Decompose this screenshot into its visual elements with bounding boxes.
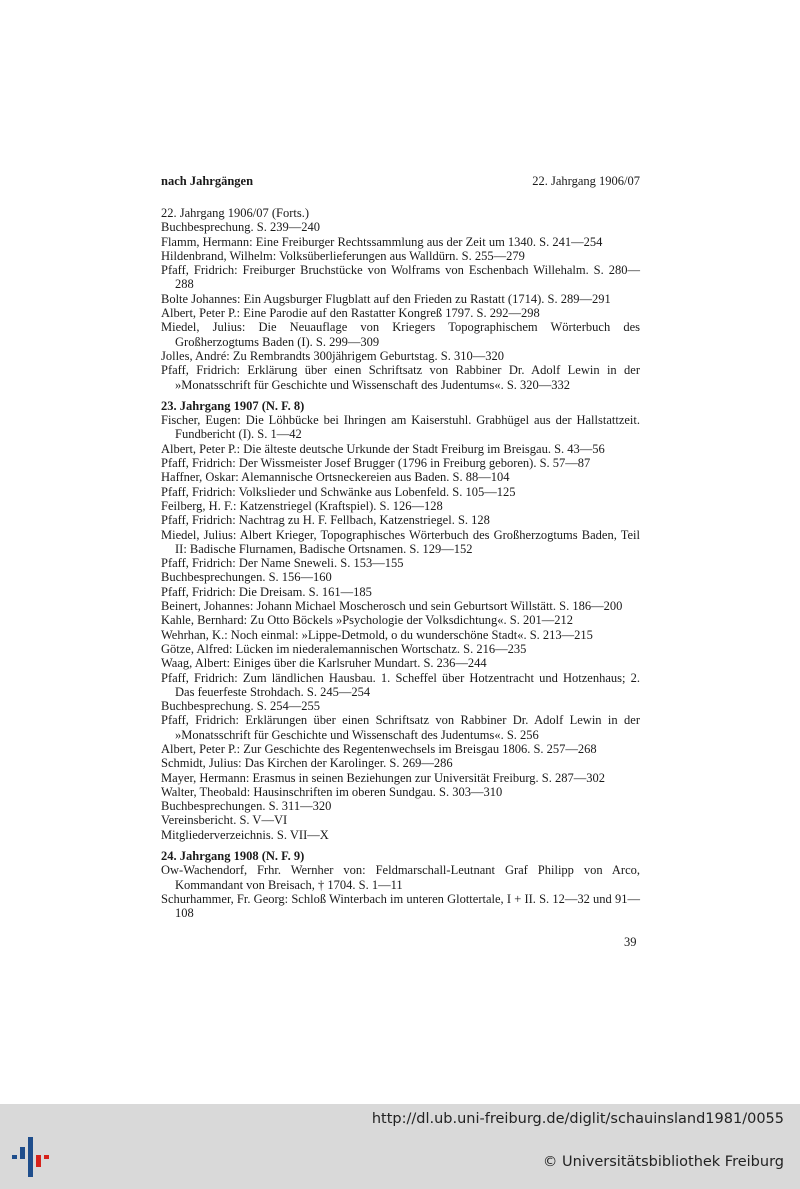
bibliography-entry: Pfaff, Fridrich: Erklärungen über einen Schriftsatz von Rabbiner Dr. Adolf Lewin in der »Monatsschrift für Geschichte und Wissenschaft des Judentums«. S. 256 [161, 713, 640, 742]
bibliography-entry: Wehrhan, K.: Noch einmal: »Lippe-Detmold, o du wunderschöne Stadt«. S. 213—215 [161, 627, 593, 642]
bibliography-entry: Waag, Albert: Einiges über die Karlsruher Mundart. S. 236—244 [161, 656, 487, 671]
bibliography-entry: Walter, Theobald: Hausinschriften im oberen Sundgau. S. 303—310 [161, 784, 503, 799]
bibliography-entry: Hildenbrand, Wilhelm: Volksüberlieferungen aus Walldürn. S. 255—279 [161, 248, 525, 263]
bibliography-entry: Miedel, Julius: Die Neuauflage von Kriegers Topographischem Wörterbuch des Großherzogtums Baden (I). S. 299—309 [161, 320, 640, 349]
bibliography-entry: Pfaff, Fridrich: Der Name Sneweli. S. 153—155 [161, 556, 404, 571]
ub-freiburg-logo-icon [12, 1137, 52, 1177]
volume-heading: 23. Jahrgang 1907 (N. F. 8) [161, 398, 305, 413]
bibliography-entry: Mitgliederverzeichnis. S. VII—X [161, 827, 329, 842]
page-number: 39 [624, 935, 637, 949]
bibliography-entry: 22. Jahrgang 1906/07 (Forts.) [161, 206, 310, 220]
bibliography-entry: Buchbesprechungen. S. 311—320 [161, 799, 332, 814]
bibliography-entry: Bolte Johannes: Ein Augsburger Flugblatt auf den Frieden zu Rastatt (1714). S. 289—291 [161, 291, 611, 306]
bibliography-entry: Albert, Peter P.: Zur Geschichte des Regentenwechsels im Breisgau 1806. S. 257—268 [161, 741, 597, 756]
bibliography-entry: Buchbesprechungen. S. 156—160 [161, 570, 332, 585]
volume-heading: 24. Jahrgang 1908 (N. F. 9) [161, 849, 305, 864]
bibliography-entry: Albert, Peter P.: Eine Parodie auf den Rastatter Kongreß 1797. S. 292—298 [161, 306, 540, 321]
bibliography-entry: Albert, Peter P.: Die älteste deutsche Urkunde der Stadt Freiburg im Breisgau. S. 43—56 [161, 441, 605, 456]
bibliography-entry: Vereinsbericht. S. V—VI [161, 813, 288, 828]
bibliography-entry: Feilberg, H. F.: Katzenstriegel (Kraftspiel). S. 126—128 [161, 498, 443, 513]
bibliography-entry: Pfaff, Fridrich: Erklärung über einen Schriftsatz von Rabbiner Dr. Adolf Lewin in der »Monatsschrift für Geschichte und Wissenschaft des Judentums«. S. 320—332 [161, 363, 640, 392]
bibliography-list [161, 206, 640, 921]
bibliography-entry: Schmidt, Julius: Das Kirchen der Karolinger. S. 269—286 [161, 756, 453, 771]
bibliography-entry: Buchbesprechung. S. 254—255 [161, 699, 321, 714]
bibliography-entry: Pfaff, Fridrich: Die Dreisam. S. 161—185 [161, 584, 372, 599]
bibliography-entry: Buchbesprechung. S. 239—240 [161, 220, 321, 235]
bibliography-entry: Jolles, André: Zu Rembrandts 300jährigem Geburtstag. S. 310—320 [161, 348, 505, 363]
bibliography-entry: Götze, Alfred: Lücken im niederalemannischen Wortschatz. S. 216—235 [161, 641, 527, 656]
running-header [161, 174, 640, 190]
bibliography-entry: Miedel, Julius: Albert Krieger, Topographisches Wörterbuch des Großherzogtums Baden, Teil II: Badische Flurnamen, Badische Ortsnamen. S. 129—152 [161, 527, 640, 556]
header-volume-label: 22. Jahrgang 1906/07 [532, 174, 640, 188]
viewer-footer [0, 1104, 800, 1189]
bibliography-entry: Pfaff, Fridrich: Der Wissmeister Josef Brugger (1796 in Freiburg geboren). S. 57—87 [161, 456, 591, 471]
bibliography-entry: Kahle, Bernhard: Zu Otto Böckels »Psychologie der Volksdichtung«. S. 201—212 [161, 613, 573, 628]
bibliography-entry: Haffner, Oskar: Alemannische Ortsneckereien aus Baden. S. 88—104 [161, 470, 510, 485]
header-section-title: nach Jahrgängen [161, 174, 254, 188]
bibliography-entry: Ow-Wachendorf, Frhr. Wernher von: Feldmarschall-Leutnant Graf Philipp von Arco, Kommandant von Breisach, † 1704. S. 1—11 [161, 863, 640, 892]
bibliography-entry: Pfaff, Fridrich: Nachtrag zu H. F. Fellbach, Katzenstriegel. S. 128 [161, 513, 490, 528]
copyright-notice: © Universitätsbibliothek Freiburg [542, 1154, 784, 1170]
document-url-link[interactable]: http://dl.ub.uni-freiburg.de/diglit/schauinsland1981/0055 [371, 1111, 784, 1127]
bibliography-entry: Flamm, Hermann: Eine Freiburger Rechtssammlung aus der Zeit um 1340. S. 241—254 [161, 234, 603, 249]
bibliography-entry: Schurhammer, Fr. Georg: Schloß Winterbach im unteren Glottertale, I + II. S. 12—32 und 91—108 [161, 891, 640, 921]
bibliography-entry: Beinert, Johannes: Johann Michael Moscherosch und sein Geburtsort Willstätt. S. 186—200 [161, 599, 623, 614]
bibliography-entry: Pfaff, Fridrich: Zum ländlichen Hausbau. 1. Scheffel über Hotzentracht und Hotzenhaus; 2. Das feuerfeste Strohdach. S. 245—254 [161, 670, 640, 699]
bibliography-entry: Fischer, Eugen: Die Löhbücke bei Ihringen am Kaiserstuhl. Grabhügel aus der Hallstattzeit. Fundbericht (I). S. 1—42 [161, 413, 640, 442]
bibliography-entry: Mayer, Hermann: Erasmus in seinen Beziehungen zur Universität Freiburg. S. 287—302 [161, 770, 605, 785]
bibliography-entry: Pfaff, Fridrich: Freiburger Bruchstücke von Wolframs von Eschenbach Willehalm. S. 280—288 [161, 263, 640, 292]
bibliography-entry: Pfaff, Fridrich: Volkslieder und Schwänke aus Lobenfeld. S. 105—125 [161, 484, 516, 499]
